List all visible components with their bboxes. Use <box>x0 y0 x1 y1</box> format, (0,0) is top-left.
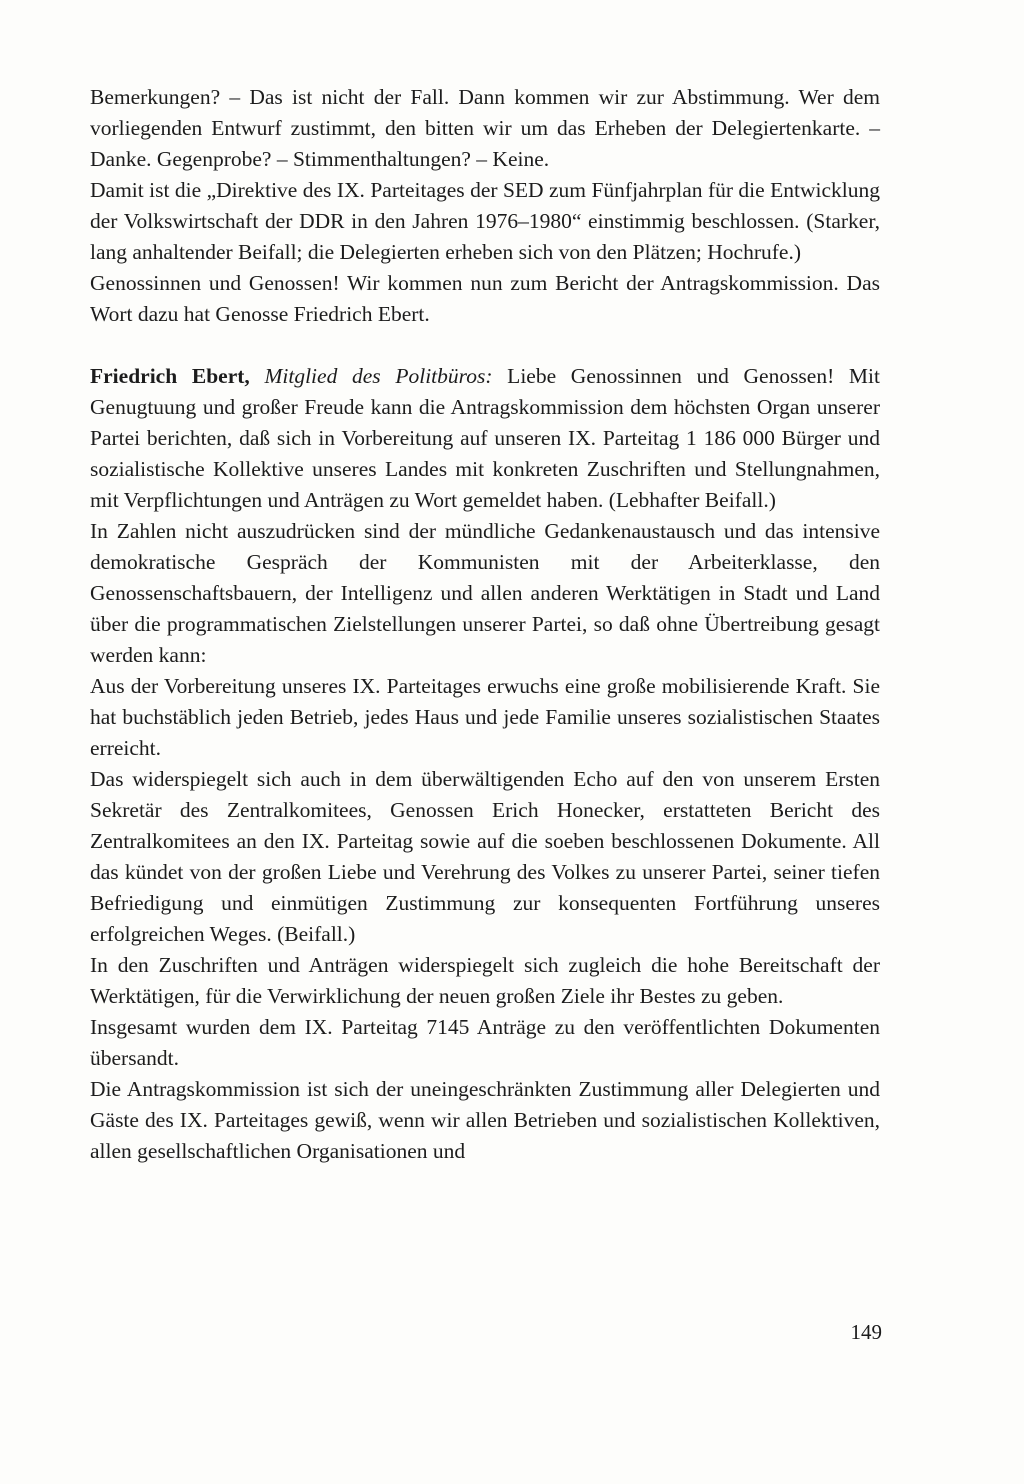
speaker-role: Mitglied des Politbüros: <box>264 364 493 388</box>
paragraph: Insgesamt wurden dem IX. Parteitag 7145 Anträge zu den veröffentlichten Dokumenten übersandt. <box>90 1015 880 1070</box>
paragraph: Das widerspiegelt sich auch in dem überwältigenden Echo auf den von unserem Ersten Sekretär des Zentralkomitees, Genossen Erich Honecker, erstatteten Bericht des Zentralkomitees an den IX. Parteitag sowie auf die soeben beschlossenen Dokumente. All das kündet von der großen Liebe und Verehrung des Volkes zu unserer Partei, seiner tiefen Befriedigung und einmütigen Zustimmung zur konsequenten Fortführung unseres erfolgreichen Weges. (Beifall.) <box>90 767 880 946</box>
paragraph: Genossinnen und Genossen! Wir kommen nun zum Bericht der Antragskommission. Das Wort dazu hat Genosse Friedrich Ebert. <box>90 271 880 326</box>
speech-opening-paragraph <box>90 361 880 516</box>
page-number: 149 <box>850 1320 882 1344</box>
speech-text: Liebe Genossinnen und Genossen! Mit Genugtuung und großer Freude kann die Antragskommission dem höchsten Organ unserer Partei berichten, daß sich in Vorbereitung auf unseren IX. Parteitag 1 186 000 Bürger und sozialistische Kollektive unseres Landes mit konkreten Zuschriften und Stellungnahmen, mit Verpflichtungen und Anträgen zu Wort gemeldet haben. (Lebhafter Beifall.) <box>90 364 881 512</box>
paragraph: Aus der Vorbereitung unseres IX. Parteitages erwuchs eine große mobilisierende Kraft. Sie hat buchstäblich jeden Betrieb, jedes Haus und jede Familie unseres sozialistischen Staates erreicht. <box>90 674 880 760</box>
paragraph: In den Zuschriften und Anträgen widerspiegelt sich zugleich die hohe Bereitschaft der Werktätigen, für die Verwirklichung der neuen großen Ziele ihr Bestes zu geben. <box>90 953 880 1008</box>
paragraph: In Zahlen nicht auszudrücken sind der mündliche Gedankenaustausch und das intensive demokratische Gespräch der Kommunisten mit der Arbeiterklasse, den Genossenschaftsbauern, der Intelligenz und allen anderen Werktätigen in Stadt und Land über die programmatischen Zielstellungen unserer Partei, so daß ohne Übertreibung gesagt werden kann: <box>90 519 880 667</box>
speaker-name: Friedrich Ebert, <box>90 364 250 388</box>
paragraph: Die Antragskommission ist sich der uneingeschränkten Zustimmung aller Delegierten und Gäste des IX. Parteitages gewiß, wenn wir allen Betrieben und sozialistischen Kollektiven, allen gesellschaftlichen Organisationen und <box>90 1077 880 1163</box>
paragraph: Damit ist die „Direktive des IX. Parteitages der SED zum Fünfjahrplan für die Entwicklung der Volkswirtschaft der DDR in den Jahren 1976–1980“ einstimmig beschlossen. (Starker, lang anhaltender Beifall; die Delegierten erheben sich von den Plätzen; Hochrufe.) <box>90 178 880 264</box>
body-text <box>90 82 880 1167</box>
section-gap <box>90 330 880 361</box>
paragraph: Bemerkungen? – Das ist nicht der Fall. Dann kommen wir zur Abstimmung. Wer dem vorliegenden Entwurf zustimmt, den bitten wir um das Erheben der Delegiertenkarte. – Danke. Gegenprobe? – Stimmenthaltungen? – Keine. <box>90 85 880 171</box>
